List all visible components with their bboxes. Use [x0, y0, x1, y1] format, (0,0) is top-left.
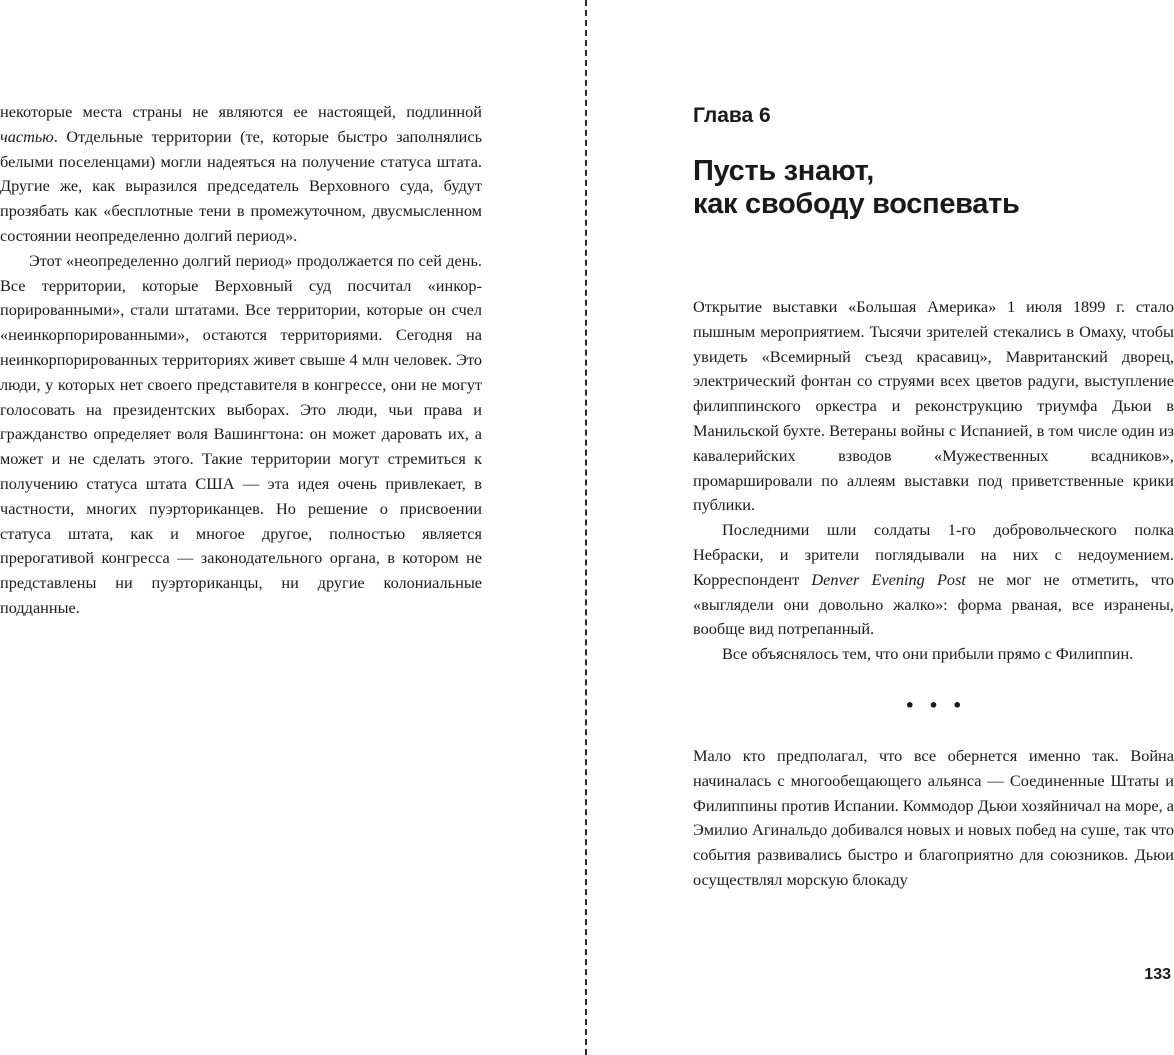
text-run: некоторые места страны не являются ее настоящей, подлинной [0, 102, 482, 121]
paragraph [0, 249, 482, 621]
text-run: Все объяснялось тем, что они прибыли прямо с Филиппин. [722, 644, 1134, 664]
page-fold-divider [585, 0, 587, 1055]
chapter-label: Глава 6 [693, 104, 771, 127]
separator-dots: • • • [904, 695, 967, 715]
chapter-title-line: как свободу воспевать [693, 188, 1020, 220]
text-run: Мало кто предполагал, что все обернется именно так. Война начиналась с многообещающего альянса — Соединенные Штаты и Филиппины против Испании. Коммодор Дьюи хозяйничал на море, а Эмилио Агинальдо добивался новых и новых побед на суше, так что события развивались быстро и благоприятно для союзников. Дьюи осуществлял морскую блокаду [693, 745, 1174, 889]
left-page [0, 100, 482, 621]
text-run: не мог не отметить, что «выглядели они довольно жалко»: форма рваная, все изранены, вообще вид потрепанный. [693, 569, 1174, 639]
paragraph [693, 642, 1174, 667]
chapter-title-line: Пусть знают, [693, 155, 875, 187]
paragraph [693, 744, 1174, 893]
right-page [693, 100, 1174, 893]
paragraph [0, 100, 482, 249]
text-run: . Отдельные территории (те, которые быстро заполнялись белыми поселенцами) могли надеяться на получение статуса штата. Другие же, как выразился председатель Верховного суда, будут прозябать как «бесплотные тени в промежуточном, двусмысленном состоянии неопределенно долгий период». [0, 126, 482, 245]
page-number: 133 [1144, 966, 1171, 983]
section-separator [693, 694, 1174, 718]
text-run: Открытие выставки «Большая Америка» 1 июля 1899 г. стало пышным мероприятием. Тысячи зрителей стекались в Омаху, чтобы увидеть «Всемирный съезд красавиц», Мавританский дворец, электрический фонтан со струями всех цветов радуги, выступление филиппинского оркестра и реконструкцию триумфа Дьюи в Манильской бухте. Ветераны войны с Испанией, в том числе один из кавалерийских взводов «Мужественных всадников», промаршировали по аллеям выставки под приветственные крики публики. [693, 297, 1174, 515]
chapter-body [693, 295, 1174, 893]
italic-run: Denver Evening Post [811, 569, 966, 589]
left-page-text [0, 100, 482, 621]
chapter-title [693, 155, 1174, 221]
paragraph [693, 295, 1174, 518]
paragraph [693, 518, 1174, 642]
text-run: Последними шли солдаты 1-го добровольческого полка Небраски, и зрители поглядывали на них с недоумением. Корреспондент [693, 520, 1174, 589]
italic-run: частью [0, 126, 54, 146]
text-run: Этот «неопределенно долгий период» продолжается по сей день. Все территории, которые Верховный суд посчитал «инкорпорированными», стали штатами. Все территории, которые он счел «неинкорпорированными», остаются территориями. Сегодня на неинкорпорированных территориях живет свыше 4 млн человек. Это люди, у которых нет своего представителя в конгрессе, они не могут голосовать на президентских выборах. Это люди, чьи права и гражданство определяет воля Вашингтона: он может даровать их, а может и не сделать этого. Такие территории могут стремиться к получению статуса штата США — эта идея очень привлекает, в частности, многих пуэрториканцев. Но решение о присвоении статуса штата, как и многое другое, полностью является прерогативой конгресса — законодательного органа, в котором не представлены ни пуэрториканцы, ни другие колониальные подданные. [0, 250, 482, 617]
